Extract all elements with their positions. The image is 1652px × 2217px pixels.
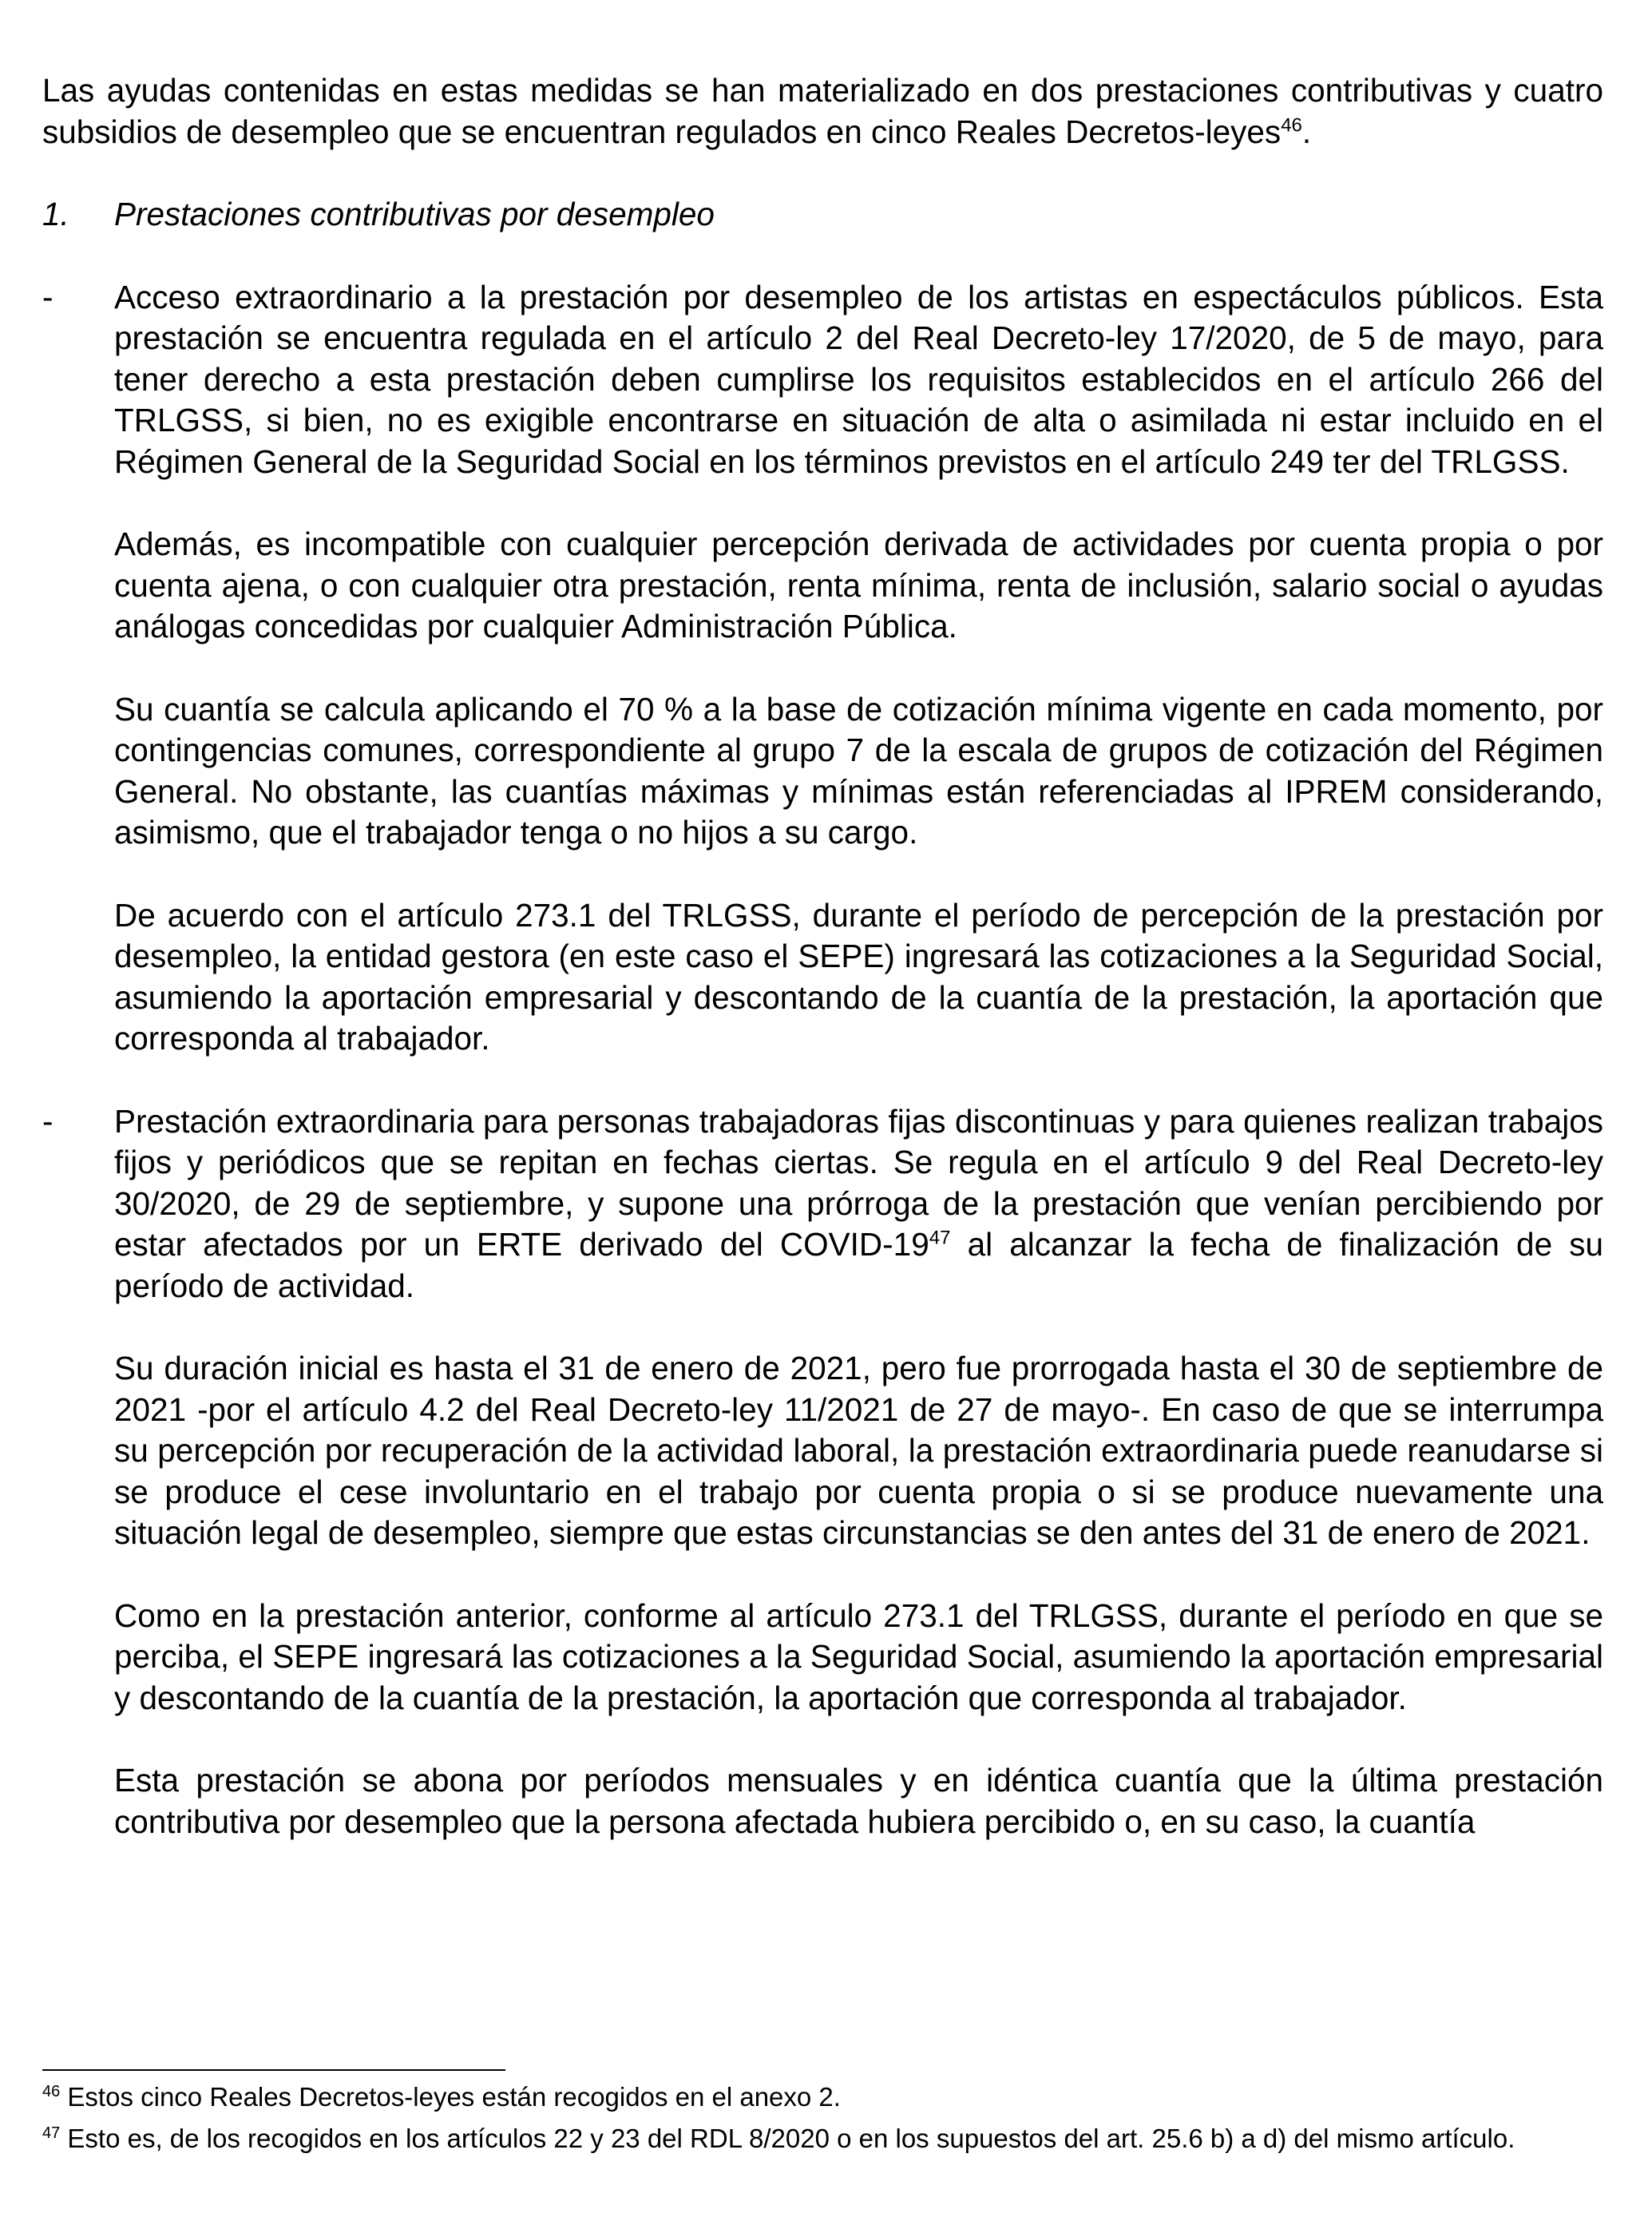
list-item-text-a: Prestación extraordinaria para personas trabajadoras fijas discontinuas y para quienes realizan trabajos fijos y periódicos que se repitan en fechas ciertas. Se regula en el artículo 9 del Real Decreto-ley 30/2020, de 29 de septiembre, y supone una prórroga de la prestación que venían percibiendo por estar afectados por un ERTE derivado del COVID-19 — [114, 1102, 1603, 1263]
footnote-ref-46[interactable]: 46 — [1281, 114, 1302, 136]
list-item-text — [114, 1101, 1603, 1307]
footnote-text: Estos cinco Reales Decretos-leyes están recogidos en el anexo 2. — [60, 2082, 841, 2112]
footnote-text: Esto es, de los recogidos en los artículos 22 y 23 del RDL 8/2020 o en los supuestos del art. 25.6 b) a d) del mismo artículo. — [60, 2124, 1515, 2153]
body-paragraph: Como en la prestación anterior, conforme al artículo 273.1 del TRLGSS, durante el período en que se perciba, el SEPE ingresará las cotizaciones a la Seguridad Social, asumiendo la aportación empresarial y descontando de la cuantía de la prestación, la aportación que corresponda al trabajador. — [114, 1596, 1603, 1716]
list-item-text-b: al alcanzar la fecha de finalización de su período de actividad. — [114, 1226, 1604, 1304]
body-paragraph: De acuerdo con el artículo 273.1 del TRLGSS, durante el período de percepción de la prestación por desempleo, la entidad gestora (en este caso el SEPE) ingresará las cotizaciones a la Seguridad Social, asumiendo la aportación empresarial y descontando de la cuantía de la prestación, la aportación que corresponda al trabajador. — [114, 896, 1603, 1057]
footnote-ref-47[interactable]: 47 — [929, 1227, 951, 1249]
footnote-46 — [42, 2081, 1603, 2113]
list-bullet: - — [42, 278, 53, 315]
section-heading — [42, 194, 1603, 236]
footnote-47 — [42, 2123, 1603, 2155]
body-paragraph: Esta prestación se abona por períodos mensuales y en idéntica cuantía que la última prestación contributiva por desempleo que la persona afectada hubiera percibido o, en su caso, la cuantía — [114, 1762, 1603, 1840]
footnote-number: 46 — [42, 2083, 61, 2100]
intro-paragraph — [42, 70, 1603, 153]
list-item-text: Acceso extraordinario a la prestación por desempleo de los artistas en espectáculos públicos. Esta prestación se encuentra regulada en el artículo 2 del Real Decreto-ley 17/2020, de 5 de mayo, para tener derecho a esta prestación deben cumplirse los requisitos establecidos en el artículo 266 del TRLGSS, si bien, no es exigible encontrarse en situación de alta o asimilada ni estar incluido en el Régimen General de la Seguridad Social en los términos previstos en el artículo 249 ter del TRLGSS. — [114, 278, 1603, 480]
body-paragraph: Su cuantía se calcula aplicando el 70 % a la base de cotización mínima vigente en cada momento, por contingencias comunes, correspondiente al grupo 7 de la escala de grupos de cotización del Régimen General. No obstante, las cuantías máximas y mínimas están referenciadas al IPREM considerando, asimismo, que el trabajador tenga o no hijos a su cargo. — [114, 690, 1603, 851]
body-paragraph: Su duración inicial es hasta el 31 de enero de 2021, pero fue prorrogada hasta el 30 de septiembre de 2021 -por el artículo 4.2 del Real Decreto-ley 11/2021 de 27 de mayo-. En caso de que se interrumpa su percepción por recuperación de la actividad laboral, la prestación extraordinaria puede reanudarse si se produce el cese involuntario en el trabajo por cuenta propia o si se produce nuevamente una situación legal de desempleo, siempre que estas circunstancias se den antes del 31 de enero de 2021. — [114, 1350, 1603, 1551]
list-bullet: - — [42, 1102, 53, 1140]
footnotes — [42, 2081, 1603, 2164]
list-item-fijos-discontinuos — [42, 1101, 1603, 1307]
intro-tail: . — [1301, 113, 1312, 150]
body-paragraph: Además, es incompatible con cualquier percepción derivada de actividades por cuenta propia o por cuenta ajena, o con cualquier otra prestación, renta mínima, renta de inclusión, salario social o ayudas análogas concedidas por cualquier Administración Pública. — [114, 525, 1603, 644]
intro-text: Las ayudas contenidas en estas medidas se han materializado en dos prestaciones contributivas y cuatro subsidios de desempleo que se encuentran regulados en cinco Reales Decretos-leyes — [42, 72, 1603, 150]
list-item-artists — [42, 277, 1603, 483]
section-title: Prestaciones contributivas por desempleo — [114, 196, 715, 232]
footnote-number: 47 — [42, 2124, 61, 2142]
document-page — [42, 70, 1603, 1842]
section-number: 1. — [42, 196, 69, 232]
footnote-separator — [42, 2069, 505, 2071]
